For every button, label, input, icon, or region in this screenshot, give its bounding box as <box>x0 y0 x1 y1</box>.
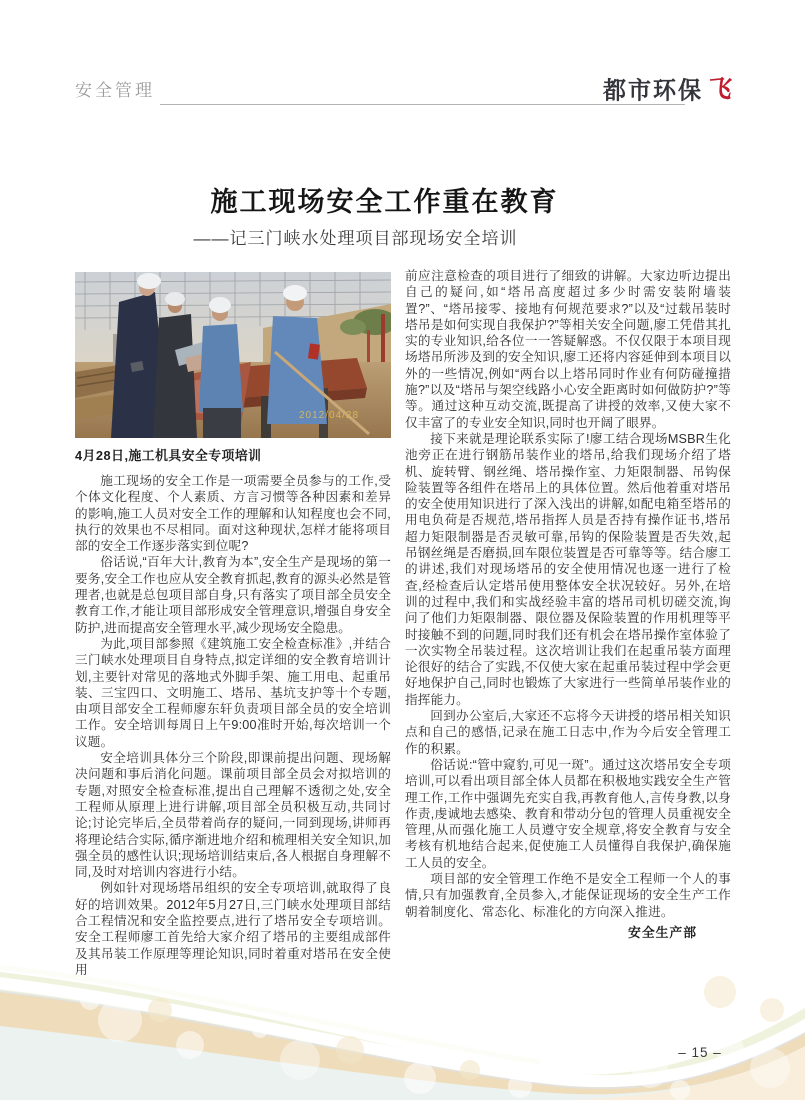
right-column <box>405 266 731 941</box>
article-byline: 安全生产部 <box>628 924 697 940</box>
paragraph: 俗话说,“百年大计,教育为本”,安全生产是现场的第一要务,安全工作也应从安全教育抓起,教育的源头必然是管理者,也就是总包项目部自身,只有落实了项目部全员安全教育工作,才能让项目部形成安全管理意识,增强自身安全防护,进而提高安全管理水平,减少现场安全隐患。 <box>75 555 391 635</box>
brand-logo <box>603 70 730 106</box>
photo-caption: 4月28日,施工机具安全专项培训 <box>75 448 262 463</box>
construction-site-photo <box>75 272 391 438</box>
paragraph: 前应注意检查的项目进行了细致的讲解。大家边听边提出自己的疑问,如“塔吊高度超过多少时需安装附墙装置?”、“塔吊接零、接地有何规范要求?”以及“过载吊装时塔吊是如何实现自我保护?”等相关安全问题,廖工凭借其扎实的专业知识,给各位一一答疑解惑。不仅仅限于本项目现场塔吊所涉及到的安全知识,廖工还将内容延伸到本项目以外的一些情况,例如“两台以上塔吊同时作业有何防碰撞措施?”以及“塔吊与架空线路小心安全距离时如何做防护?”等等。通过这种互动交流,既提高了讲授的效率,又使大家不仅丰富了的专业安全知识,同时也开阔了眼界。 <box>405 269 731 430</box>
brand-mark-icon: 飞 <box>703 75 732 106</box>
right-column-text <box>405 268 731 920</box>
paragraph: 接下来就是理论联系实际了!廖工结合现场MSBR生化池旁正在进行钢筋吊装作业的塔吊,给我们现场介绍了塔机、旋转臂、钢丝绳、塔吊操作室、力矩限制器、吊钩保险装置等各组件在塔吊上的具体位置。然后他着重对塔吊的安全使用知识进行了深入浅出的讲解,如配电箱至塔吊的用电负荷是否规范,塔吊指挥人员是否持有操作证书,塔吊超力矩限制器是否灵敏可靠,吊钩的保险装置是否失效,起吊钢丝绳是否磨损,回车限位装置是否可靠等等。结合廖工的讲述,我们对现场塔吊的安全使用情况也逐一进行了检查,经检查后认定塔吊使用整体安全状况较好。另外,在培训的过程中,我们和实战经验丰富的塔吊司机切磋交流,询问了他们力矩限制器、限位器及保险装置的作用机理等平时接触不到的问题,同时我们还有机会在塔吊操作室体验了一次实物全吊装过程。这次培训让我们在起重吊装方面理论很好的结合了实践,不仅使大家在起重吊装过程中学会更好地保护自己,同时也锻炼了大家进行一些简单吊装作业的指挥能力。 <box>405 431 731 707</box>
paragraph: 例如针对现场塔吊组织的安全专项培训,就取得了良好的培训效果。2012年5月27日,三门峡水处理项目部结合工程情况和安全监控要点,进行了塔吊安全专项培训。安全工程师廖工首先给大家介绍了塔吊的主要组成部件及其吊装工作原理等理论知识,同时着重对塔吊在安全使用 <box>75 881 391 977</box>
paragraph: 为此,项目部参照《建筑施工安全检查标准》,并结合三门峡水处理项目自身特点,拟定详细的安全教育培训计划,主要针对常见的落地式外脚手架、施工用电、起重吊装、三宝四口、文明施工、塔吊、基坑支护等十个专题,由项目部安全工程师廖东轩负责项目部全员的安全培训工作。安全培训每周日上午9:00准时开始,每次培训一个议题。 <box>75 636 391 749</box>
footer-wave-decoration <box>0 950 805 1100</box>
paragraph: 俗话说:“管中窥豹,可见一斑”。通过这次塔吊安全专项培训,可以看出项目部全体人员都在积极地实践安全生产管理工作,工作中强调先充实自我,再教育他人,言传身教,以身作责,虔诚地去感染、教育和带动分包的管理人员重视安全管理,从而强化施工人员遵守安全规章,将安全教育与安全考核有机地结合起来,促使施工人员懂得自我保护,确保施工人员的安全。 <box>405 757 731 870</box>
paragraph: 安全培训具体分三个阶段,即课前提出问题、现场解决问题和事后消化问题。课前项目部全员会对拟培训的专题,对照安全检查标准,提出自己理解不透彻之处,安全工程师从原理上进行讲解,项目部全员积极互动,共同讨论;讨论完毕后,全员带着尚存的疑问,一同到现场,讲师再将理论结合实际,循序渐进地介绍和梳理相关安全知识,加强全员的感性认识;现场培训结束后,各人根据自身理解不同,及时对培训内容进行小结。 <box>75 751 391 880</box>
page-number: – 15 – <box>678 1045 722 1060</box>
paragraph: 回到办公室后,大家还不忘将今天讲授的塔吊相关知识点和自己的感悟,记录在施工日志中,作为今后安全管理工作的积累。 <box>405 709 731 756</box>
section-label: 安全管理 <box>75 81 155 100</box>
left-column-text <box>75 473 391 978</box>
article-title: 施工现场安全工作重在教育 <box>210 187 559 217</box>
paragraph: 项目部的安全管理工作绝不是安全工程师一个人的事情,只有加强教育,全员参入,才能保证现场的安全生产工作朝着制度化、常态化、标准化的方向深入推进。 <box>405 871 731 919</box>
photo-timestamp: 2012/04/28 <box>299 410 360 421</box>
left-column <box>75 266 391 978</box>
article-subtitle: ——记三门峡水处理项目部现场安全培训 <box>193 229 518 248</box>
brand-name: 都市环保 <box>602 75 703 104</box>
paragraph: 施工现场的安全工作是一项需要全员参与的工作,受个体文化程度、个人素质、方言习惯等各种因素和差异的影响,施工人员对安全工作的理解和认知程度也会不同,执行的效果也不尽相同。面对这种现状,怎样才能将项目部的安全工作逐步落实到位呢? <box>75 474 391 554</box>
